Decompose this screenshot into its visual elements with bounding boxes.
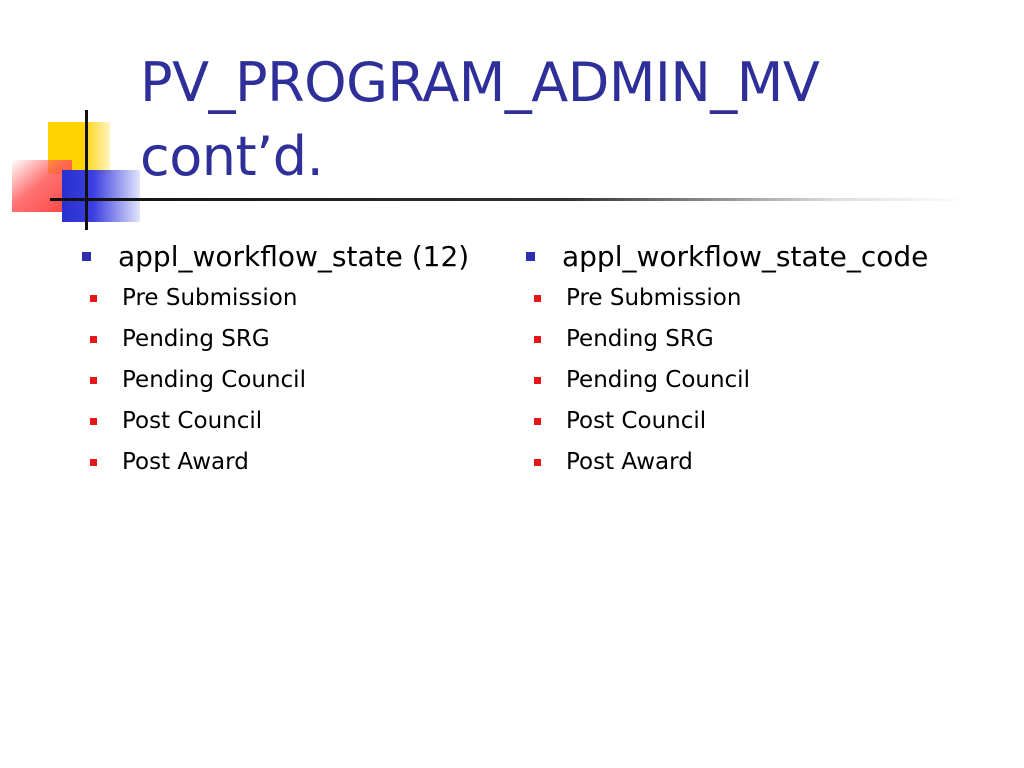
list-item: Pre Submission [522,278,992,319]
left-sub-list [78,278,478,483]
left-column [78,236,478,483]
left-heading-bullet [78,236,478,483]
slide-title [140,46,1000,194]
slide-title-line-2: cont’d. [140,125,324,188]
list-item: Pending Council [78,360,478,401]
left-bullet-list [78,236,478,483]
list-item: Post Award [78,442,478,483]
right-heading: appl_workflow_state_code [562,240,929,273]
list-item: Post Council [522,401,992,442]
decorative-logo [0,100,150,230]
list-item: Pending SRG [78,319,478,360]
title-divider [88,198,968,201]
list-item: Pending Council [522,360,992,401]
slide-title-line-1: PV_PROGRAM_ADMIN_MV [140,51,820,114]
logo-blue-square [62,170,140,222]
list-item: Post Council [78,401,478,442]
left-heading: appl_workflow_state (12) [118,240,470,273]
list-item: Pre Submission [78,278,478,319]
list-item: Post Award [522,442,992,483]
list-item: Pending SRG [522,319,992,360]
logo-vertical-line [85,110,88,230]
right-bullet-list [522,236,992,483]
right-sub-list [522,278,992,483]
right-column [522,236,992,483]
right-heading-bullet [522,236,992,483]
